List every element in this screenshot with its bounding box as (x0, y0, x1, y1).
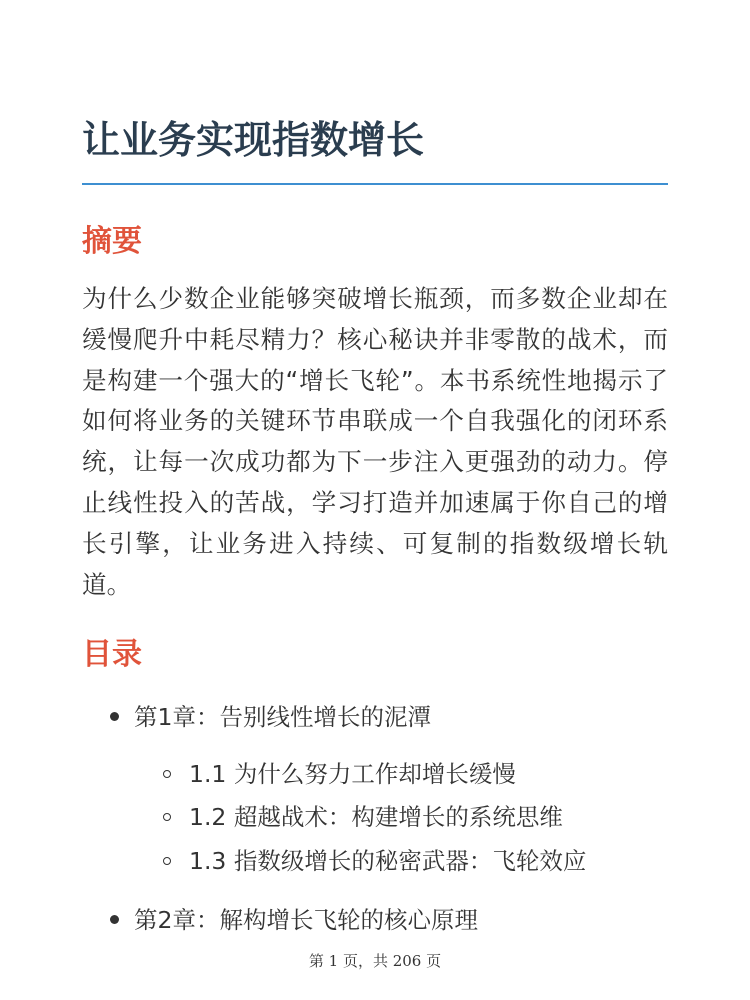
title-divider (82, 183, 668, 185)
toc-chapter-label[interactable]: 第1章：告别线性增长的泥潭 (134, 703, 431, 731)
bullet-disc-icon (110, 712, 119, 721)
page-title: 让业务实现指数增长 (82, 118, 425, 162)
toc-section-label[interactable]: 1.1 为什么努力工作却增长缓慢 (189, 760, 516, 788)
page-footer: 第 1 页，共 206 页 (308, 952, 442, 970)
bullet-circle-icon (163, 770, 171, 778)
abstract-heading: 摘要 (82, 224, 142, 259)
toc-section-label[interactable]: 1.2 超越战术：构建增长的系统思维 (189, 803, 563, 831)
bullet-circle-icon (163, 857, 171, 865)
toc-heading: 目录 (82, 637, 142, 672)
abstract-body: 为什么少数企业能够突破增长瓶颈，而多数企业却在缓慢爬升中耗尽精力？核心秘诀并非零散的战术，而是构建一个强大的“增长飞轮”。本书系统性地揭示了如何将业务的关键环节串联成一个自我强化的闭环系统，让每一次成功都为下一步注入更强劲的动力。停止线性投入的苦战，学习打造并加速属于你自己的增长引擎，让业务进入持续、可复制的指数级增长轨道。 (82, 284, 668, 599)
bullet-disc-icon (110, 915, 119, 924)
bullet-circle-icon (163, 813, 171, 821)
toc-section-label[interactable]: 1.3 指数级增长的秘密武器：飞轮效应 (189, 847, 587, 875)
toc-chapter-label[interactable]: 第2章：解构增长飞轮的核心原理 (134, 906, 478, 934)
